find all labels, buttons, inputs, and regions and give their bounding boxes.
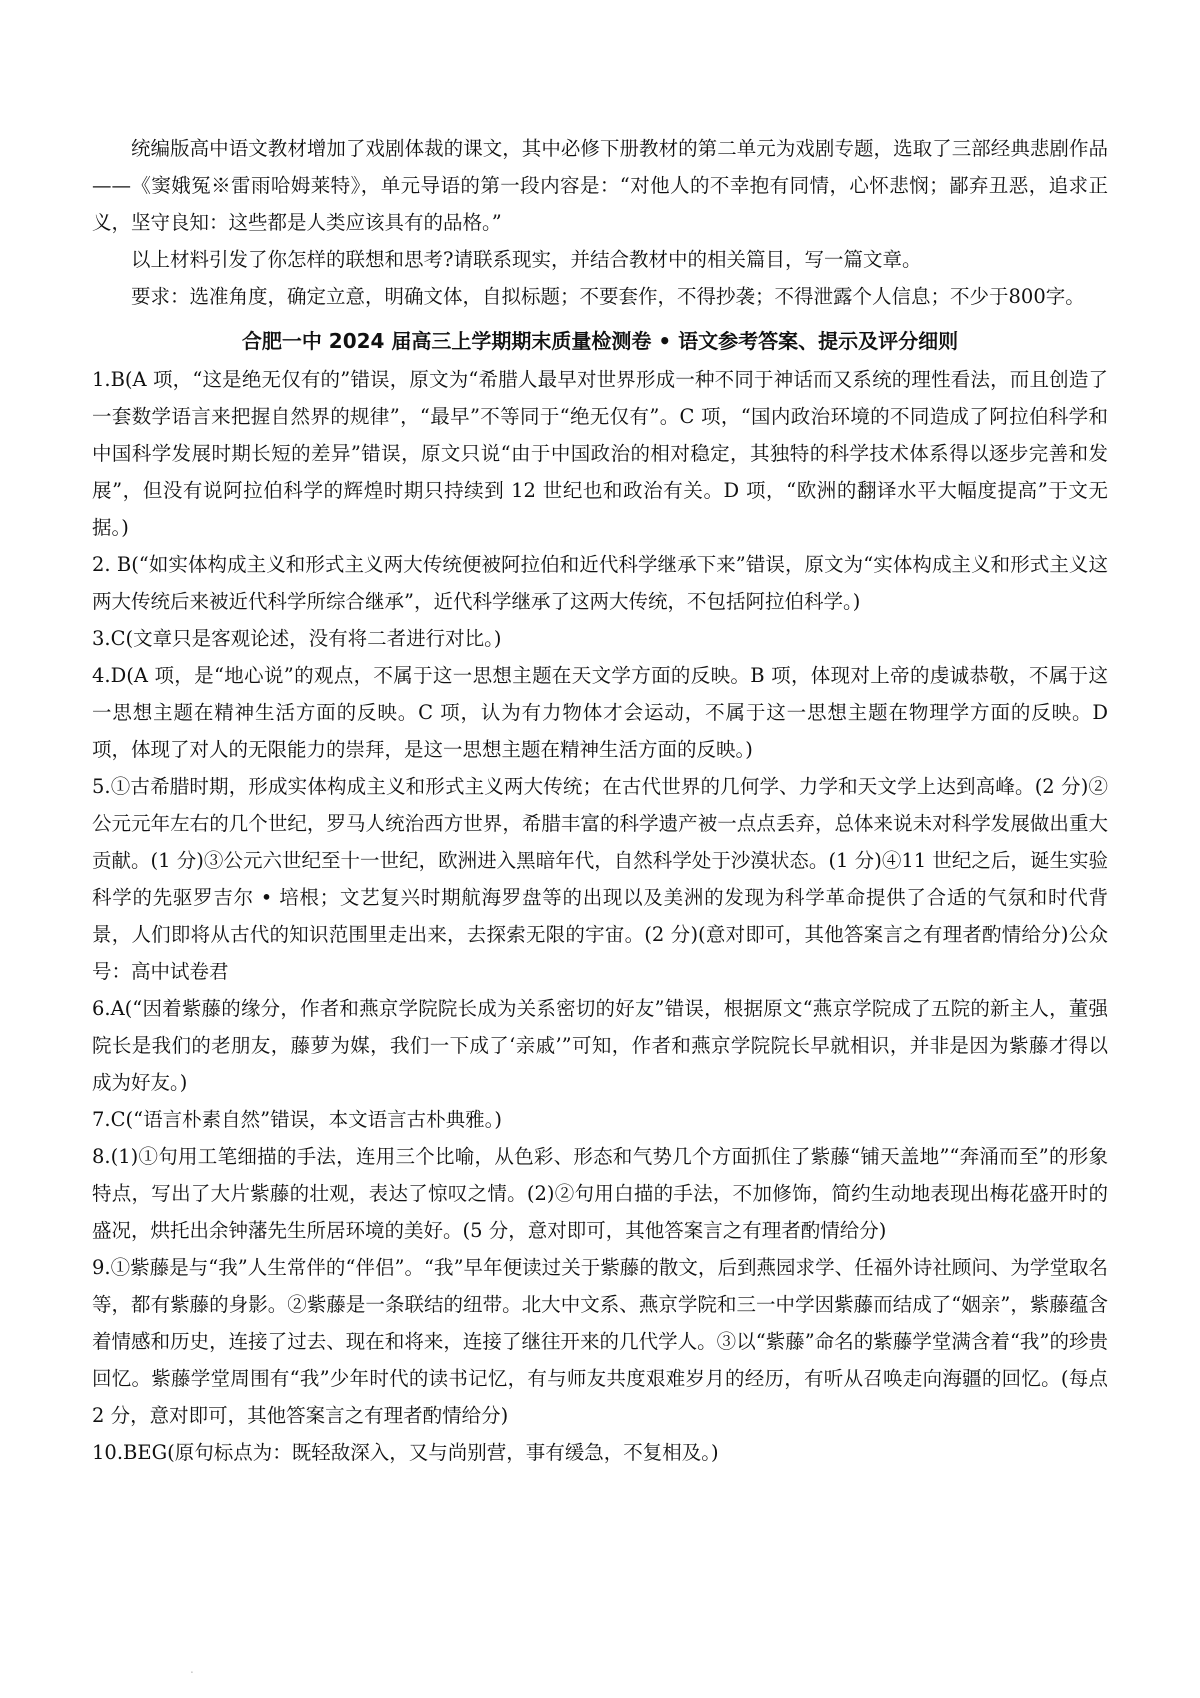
answer-item-4: 4.D(A 项，是“地心说”的观点，不属于这一思想主题在天文学方面的反映。B 项，体现对上帝的虔诚恭敬，不属于这一思想主题在精神生活方面的反映。C 项，认为有力物体才会运动，不属于这一思想主题在物理学方面的反映。D 项，体现了对人的无限能力的崇拜，是这一思想主题在精神生活方面的反映。) bbox=[92, 664, 1108, 761]
answer-item-2: 2. B(“如实体构成主义和形式主义两大传统便被阿拉伯和近代科学继承下来”错误，原文为“实体构成主义和形式主义这两大传统后来被近代科学所综合继承”，近代科学继承了这两大传统，不包括阿拉伯科学。) bbox=[92, 553, 1108, 613]
answer-item-3: 3.C(文章只是客观论述，没有将二者进行对比。) bbox=[92, 627, 502, 650]
prompt-material-paragraph: 统编版高中语文教材增加了戏剧体裁的课文，其中必修下册教材的第二单元为戏剧专题，选取了三部经典悲剧作品——《窦娥冤※雷雨哈姆莱特》，单元导语的第一段内容是：“对他人的不幸抱有同情，心怀悲悯；鄙弃丑恶，追求正义，坚守良知：这些都是人类应该具有的品格。” bbox=[92, 137, 1108, 234]
prompt-question-paragraph: 以上材料引发了你怎样的联想和思考?请联系现实，并结合教材中的相关篇目，写一篇文章。 bbox=[131, 248, 922, 271]
answer-item-8: 8.(1)①句用工笔细描的手法，连用三个比喻，从色彩、形态和气势几个方面抓住了紫藤“铺天盖地”“奔涌而至”的形象特点，写出了大片紫藤的壮观，表达了惊叹之情。(2)②句用白描的手法，不加修饰，简约生动地表现出梅花盛开时的盛况，烘托出余钟藩先生所居环境的美好。(5 分，意对即可，其他答案言之有理者酌情给分) bbox=[92, 1145, 1108, 1242]
page-footer-mark: . bbox=[190, 1662, 194, 1676]
answer-item-6: 6.A(“因着紫藤的缘分，作者和燕京学院院长成为关系密切的好友”错误，根据原文“燕京学院成了五院的新主人，董强院长是我们的老朋友，藤萝为媒，我们一下成了‘亲戚’”可知，作者和燕京学院院长早就相识，并非是因为紫藤才得以成为好友。) bbox=[92, 997, 1108, 1094]
answer-item-9: 9.①紫藤是与“我”人生常伴的“伴侣”。“我”早年便读过关于紫藤的散文，后到燕园求学、任福外诗社顾问、为学堂取名等，都有紫藤的身影。②紫藤是一条联结的纽带。北大中文系、燕京学院和三一中学因紫藤而结成了“姻亲”，紫藤蕴含着情感和历史，连接了过去、现在和将来，连接了继往开来的几代学人。③以“紫藤”命名的紫藤学堂满含着“我”的珍贵回忆。紫藤学堂周围有“我”少年时代的读书记忆，有与师友共度艰难岁月的经历，有听从召唤走向海疆的回忆。(每点 2 分，意对即可，其他答案言之有理者酌情给分) bbox=[92, 1256, 1108, 1427]
answer-key-title: 合肥一中 2024 届高三上学期期末质量检测卷 • 语文参考答案、提示及评分细则 bbox=[241, 329, 959, 353]
answer-item-1: 1.B(A 项，“这是绝无仅有的”错误，原文为“希腊人最早对世界形成一种不同于神话而又系统的理性看法，而且创造了一套数学语言来把握自然界的规律”，“最早”不等同于“绝无仅有”。C 项，“国内政治环境的不同造成了阿拉伯科学和中国科学发展时期长短的差异”错误，原文只说“由于中国政治的相对稳定，其独特的科学技术体系得以逐步完善和发展”，但没有说阿拉伯科学的辉煌时期只持续到 12 世纪也和政治有关。D 项，“欧洲的翻译水平大幅度提高”于文无据。) bbox=[92, 368, 1108, 539]
document-page bbox=[92, 130, 1108, 1471]
answer-item-10: 10.BEG(原句标点为：既轻敌深入，又与尚别营，事有缓急，不复相及。) bbox=[92, 1441, 719, 1464]
prompt-requirements-paragraph: 要求：选准角度，确定立意，明确文体，自拟标题；不要套作，不得抄袭；不得泄露个人信息；不少于800字。 bbox=[131, 285, 1085, 308]
answer-item-5: 5.①古希腊时期，形成实体构成主义和形式主义两大传统；在古代世界的几何学、力学和天文学上达到高峰。(2 分)②公元元年左右的几个世纪，罗马人统治西方世界，希腊丰富的科学遗产被一点点丢弃，总体来说未对科学发展做出重大贡献。(1 分)③公元六世纪至十一世纪，欧洲进入黑暗年代，自然科学处于沙漠状态。(1 分)④11 世纪之后，诞生实验科学的先驱罗吉尔 • 培根；文艺复兴时期航海罗盘等的出现以及美洲的发现为科学革命提供了合适的气氛和时代背景，人们即将从古代的知识范围里走出来，去探索无限的宇宙。(2 分)(意对即可，其他答案言之有理者酌情给分)公众号：高中试卷君 bbox=[92, 775, 1108, 983]
answer-item-7: 7.C(“语言朴素自然”错误，本文语言古朴典雅。) bbox=[92, 1108, 502, 1131]
